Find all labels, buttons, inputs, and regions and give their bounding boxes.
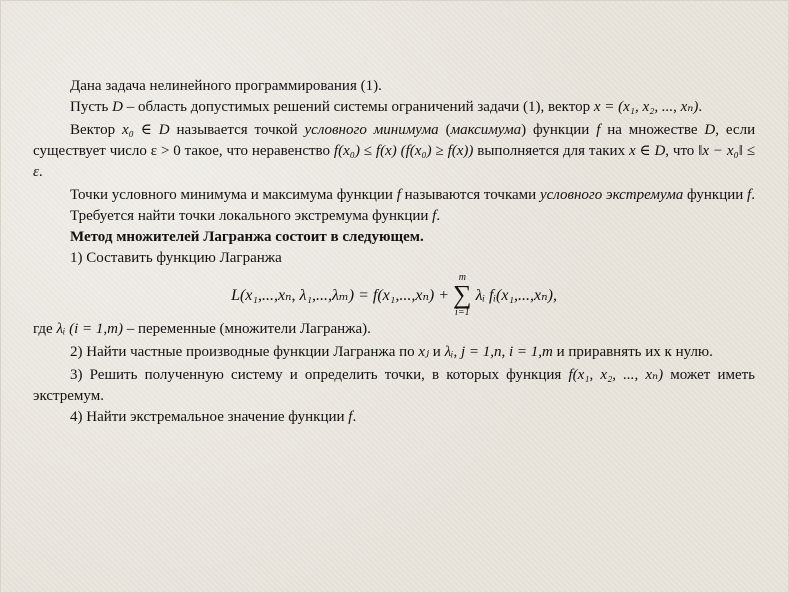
step-2: 2) Найти частные производные функции Лагранжа по xⱼ и λᵢ, j = 1,n, i = 1,m и приравнять их к нулю. (70, 344, 713, 360)
step-1: 1) Составить функцию Лагранжа (70, 250, 282, 266)
index-range-j: j = 1,n (460, 344, 502, 360)
paragraph-task: Требуется найти точки локального экстремума функции f. (70, 208, 441, 224)
paragraph-conditional-minimum-definition: Вектор x₀ ∈ D называется точкой условного минимума (максимума) функции f на множестве D, если существует число ε > 0 такое, что неравенство f(x₀) ≤ f(x) (f(x₀) ≥ f(x)) выполняется для таких x ∈ D, что ‖x − x₀‖ ≤ ε. (33, 122, 756, 180)
step-4: 4) Найти экстремальное значение функции f. (70, 409, 357, 425)
x-in-D-formula: x ∈ D (628, 143, 666, 159)
lagrange-function-formula: L(x₁,...,xₙ, λ₁,...,λₘ) = f(x₁,...,xₙ) + m ∑ i=1 λᵢ fᵢ(x₁,...,xₙ), (231, 272, 557, 318)
term-conditional-extremum: условного экстремума (539, 187, 684, 203)
method-heading: Метод множителей Лагранжа состоит в следующем. (70, 229, 424, 245)
slide-content (33, 76, 755, 428)
function-f-formula: f(x₁, x₂, ..., xₙ) (568, 367, 664, 383)
multipliers-note: где λᵢ (i = 1,m) – переменные (множители Лагранжа). (33, 321, 371, 337)
step-3: 3) Решить полученную систему и определить точки, в которых функция f(x₁, x₂, ..., xₙ) может иметь экстремум. (33, 367, 756, 404)
sum-operator: m ∑ i=1 (453, 272, 472, 318)
x0-in-D-formula: x₀ ∈ D (122, 122, 170, 138)
norm-formula: ‖x − x₀‖ ≤ ε (33, 143, 756, 180)
paragraph-conditional-extremum: Точки условного минимума и максимума функции f называются точками условного экстремума функции f. (70, 187, 755, 203)
index-range-i-2: i = 1,m (508, 344, 553, 360)
paragraph-problem-statement: Дана задача нелинейного программирования (1). (70, 78, 382, 94)
inequality-min-formula: f(x₀) ≤ f(x) (333, 143, 397, 159)
paragraph-feasible-region: Пусть D – область допустимых решений системы ограничений задачи (1), вектор x = (x₁, x₂, ..., xₙ). (70, 99, 703, 115)
inequality-max-formula: (f(x₀) ≥ f(x)) (400, 143, 474, 159)
term-conditional-minimum: условного минимума (304, 122, 439, 138)
index-range-i: (i = 1,m) (69, 321, 123, 337)
vector-x-formula: x = (x₁, x₂, ..., xₙ) (593, 99, 699, 115)
epsilon-formula: ε > 0 (150, 143, 181, 159)
